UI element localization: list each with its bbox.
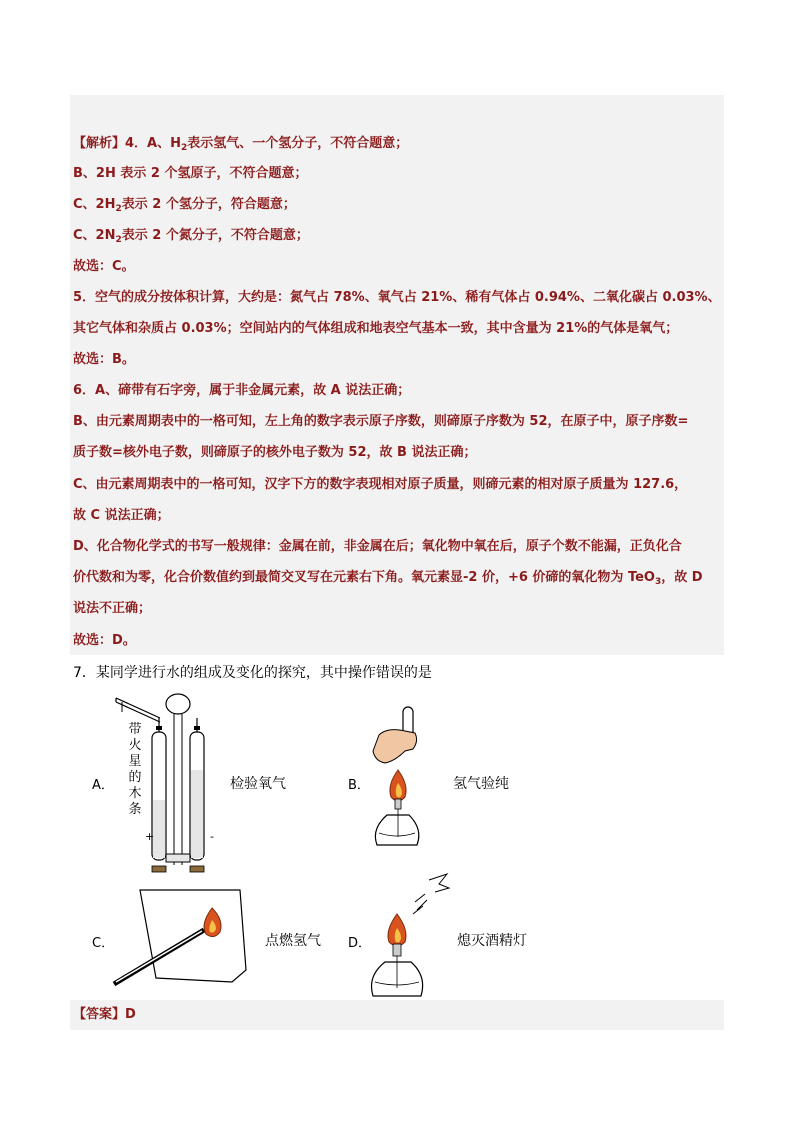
q6-line-d3: 说法不正确； xyxy=(73,601,152,616)
q4-line-b: B、2H 表示 2 个氢原子，不符合题意； xyxy=(73,166,308,181)
q4-line-c: C、$2H_2$表示 2 个氢分子，符合题意； xyxy=(73,197,296,214)
answer-tag: 【答案】 xyxy=(73,1007,126,1022)
hand-icon xyxy=(373,730,417,763)
hydrogen-test-figure xyxy=(365,705,435,850)
ignite-hydrogen-figure xyxy=(112,880,252,990)
q4-line-a: 【解析】4．A、$H_2$表示氢气、一个氢分子，不符合题意； xyxy=(73,136,409,153)
mouth-icon xyxy=(429,874,449,892)
q5-choice: 故选：B。 xyxy=(73,352,135,367)
answer-line xyxy=(73,1006,136,1024)
q4-choice: 故选：C。 xyxy=(73,259,135,274)
option-d-caption: 熄灭酒精灯 xyxy=(457,933,527,949)
option-b-caption: 氢气验纯 xyxy=(453,776,509,792)
q6-line-d2: 价代数和为零，化合价数值约到最简交叉写在元素右下角。氧元素显-2 价，+6 价碲的氧化物为 TeO$_3$，故 D xyxy=(73,570,703,587)
option-c-letter: C． xyxy=(92,936,115,951)
q6-line-a: 6．A、碲带有石字旁，属于非金属元素，故 A 说法正确； xyxy=(73,383,411,398)
option-a-letter: A． xyxy=(92,778,114,793)
q5-line-2: 其它气体和杂质占 0.03%；空间站内的气体组成和地表空气基本一致，其中含量为 21%的气体是氧气； xyxy=(73,321,679,336)
option-a-caption: 检验氧气 xyxy=(230,776,286,792)
extinguish-lamp-figure xyxy=(365,872,465,1000)
q6-choice: 故选：D。 xyxy=(73,633,136,648)
q6-line-d1: D、化合物化学式的书写一般规律：金属在前，非金属在后；氧化物中氧在后，原子个数不能漏，正负化合 xyxy=(73,539,682,554)
q5-line-1: 5．空气的成分按体积计算，大约是：氮气占 78%、氧气占 21%、稀有气体占 0.94%、二氧化碳占 0.03%、 xyxy=(73,290,721,305)
option-a-figure-label: 带火星的木条 xyxy=(128,722,142,817)
wooden-splint xyxy=(116,698,160,718)
option-b-letter: B． xyxy=(348,778,370,793)
q6-line-b2: 质子数=核外电子数，则碲原子的核外电子数为 52，故 B 说法正确； xyxy=(73,445,477,460)
option-a-minus: - xyxy=(210,830,214,843)
q6-line-c1: C、由元素周期表中的一格可知，汉字下方的数字表现相对原子质量，则碲元素的相对原子质量为 127.6， xyxy=(73,477,688,492)
option-d-letter: D． xyxy=(348,936,372,951)
funnel-bulb xyxy=(166,694,190,714)
q6-line-b1: B、由元素周期表中的一格可知，左上角的数字表示原子序数，则碲原子序数为 52，在原子中，原子序数= xyxy=(73,414,689,429)
question7-stem: 7．某同学进行水的组成及变化的探究，其中操作错误的是 xyxy=(73,665,432,681)
q4-line-d: C、$2N_2$表示 2 个氮分子，不符合题意； xyxy=(73,228,309,245)
option-c-caption: 点燃氢气 xyxy=(265,933,321,949)
option-a-plus: + xyxy=(145,830,155,843)
analysis-tag: 【解析】 xyxy=(73,136,126,151)
q6-line-c2: 故 C 说法正确； xyxy=(73,508,170,523)
answer-box xyxy=(70,1000,724,1030)
answer-value: D xyxy=(125,1007,136,1022)
electrolysis-apparatus-figure xyxy=(108,690,228,875)
alcohol-lamp xyxy=(375,815,418,845)
